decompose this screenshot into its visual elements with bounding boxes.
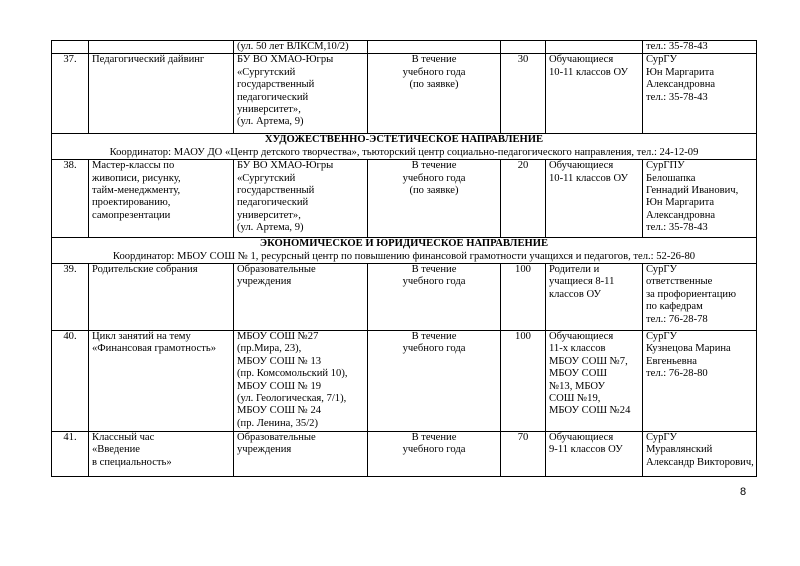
row-number: 41. xyxy=(52,432,89,477)
event-term: В течение учебного года xyxy=(368,264,501,331)
table-row xyxy=(52,432,757,477)
event-term: В течение учебного года xyxy=(368,432,501,477)
event-audience: Обучающиеся 11-х классов МБОУ СОШ №7, МБОУ СОШ №13, МБОУ СОШ №19, МБОУ СОШ №24 xyxy=(546,331,643,432)
participant-count: 20 xyxy=(501,160,546,238)
table-row xyxy=(52,331,757,432)
event-name: Педагогический дайвинг xyxy=(89,54,234,134)
event-responsible: СурГПУ Белошапка Геннадий Иванович, Юн Маргарита Александровна тел.: 35-78-43 xyxy=(643,160,757,238)
table-row-continuation xyxy=(52,41,757,54)
event-name: Мастер-классы по живописи, рисунку, тайм-менеджменту, проектированию, самопрезентации xyxy=(89,160,234,238)
events-table xyxy=(51,40,757,477)
section-title: ХУДОЖЕСТВЕННО-ЭСТЕТИЧЕСКОЕ НАПРАВЛЕНИЕ xyxy=(264,134,544,146)
event-place: БУ ВО ХМАО-Югры «Сургутский государственный педагогический университет», (ул. Артема, 9) xyxy=(234,54,368,134)
event-audience: Обучающиеся 9-11 классов ОУ xyxy=(546,432,643,477)
section-header-econ xyxy=(52,238,757,264)
event-audience: Обучающиеся 10-11 классов ОУ xyxy=(546,54,643,134)
table-row xyxy=(52,54,757,134)
event-name: Родительские собрания xyxy=(89,264,234,331)
participant-count: 100 xyxy=(501,331,546,432)
event-responsible: СурГУ Муравлянский Александр Викторович, xyxy=(643,432,757,477)
event-name: Классный час «Введение в специальность» xyxy=(89,432,234,477)
event-place: Образовательные учреждения xyxy=(234,264,368,331)
event-place: Образовательные учреждения xyxy=(234,432,368,477)
event-audience: Родители и учащиеся 8-11 классов ОУ xyxy=(546,264,643,331)
event-place: БУ ВО ХМАО-Югры «Сургутский государственный педагогический университет», (ул. Артема, 9) xyxy=(234,160,368,238)
row-number: 39. xyxy=(52,264,89,331)
row-number: 40. xyxy=(52,331,89,432)
section-header-art xyxy=(52,134,757,160)
participant-count: 70 xyxy=(501,432,546,477)
phone-tail: тел.: 35-78-43 xyxy=(646,41,708,52)
table-row xyxy=(52,160,757,238)
event-term: В течение учебного года (по заявке) xyxy=(368,54,501,134)
event-audience: Обучающиеся 10-11 классов ОУ xyxy=(546,160,643,238)
table-row xyxy=(52,264,757,331)
event-place: МБОУ СОШ №27 (пр.Мира, 23), МБОУ СОШ № 13 (пр. Комсомольский 10), МБОУ СОШ № 19 (ул. Геологическая, 7/1), МБОУ СОШ № 24 (пр. Ленина, 35/2) xyxy=(234,331,368,432)
section-coordinator: Координатор: МАОУ ДО «Центр детского творчества», тьюторский центр социально-педагогического направления, тел.: 24-12-09 xyxy=(109,146,699,158)
event-responsible: СурГУ Кузнецова Марина Евгеньевна тел.: 76-28-80 xyxy=(643,331,757,432)
page-number: 8 xyxy=(740,486,747,498)
section-coordinator: Координатор: МБОУ СОШ № 1, ресурсный центр по повышению финансовой грамотности учащихся и педагогов, тел.: 52-26-80 xyxy=(112,250,696,262)
event-responsible: СурГУ ответственные за профориентацию по кафедрам тел.: 76-28-78 xyxy=(643,264,757,331)
participant-count: 30 xyxy=(501,54,546,134)
row-number: 38. xyxy=(52,160,89,238)
event-term: В течение учебного года (по заявке) xyxy=(368,160,501,238)
event-responsible: СурГУ Юн Маргарита Александровна тел.: 35-78-43 xyxy=(643,54,757,134)
address-tail: (ул. 50 лет ВЛКСМ,10/2) xyxy=(237,41,349,52)
event-term: В течение учебного года xyxy=(368,331,501,432)
participant-count: 100 xyxy=(501,264,546,331)
event-name: Цикл занятий на тему «Финансовая грамотность» xyxy=(89,331,234,432)
section-title: ЭКОНОМИЧЕСКОЕ И ЮРИДИЧЕСКОЕ НАПРАВЛЕНИЕ xyxy=(259,238,549,250)
row-number: 37. xyxy=(52,54,89,134)
